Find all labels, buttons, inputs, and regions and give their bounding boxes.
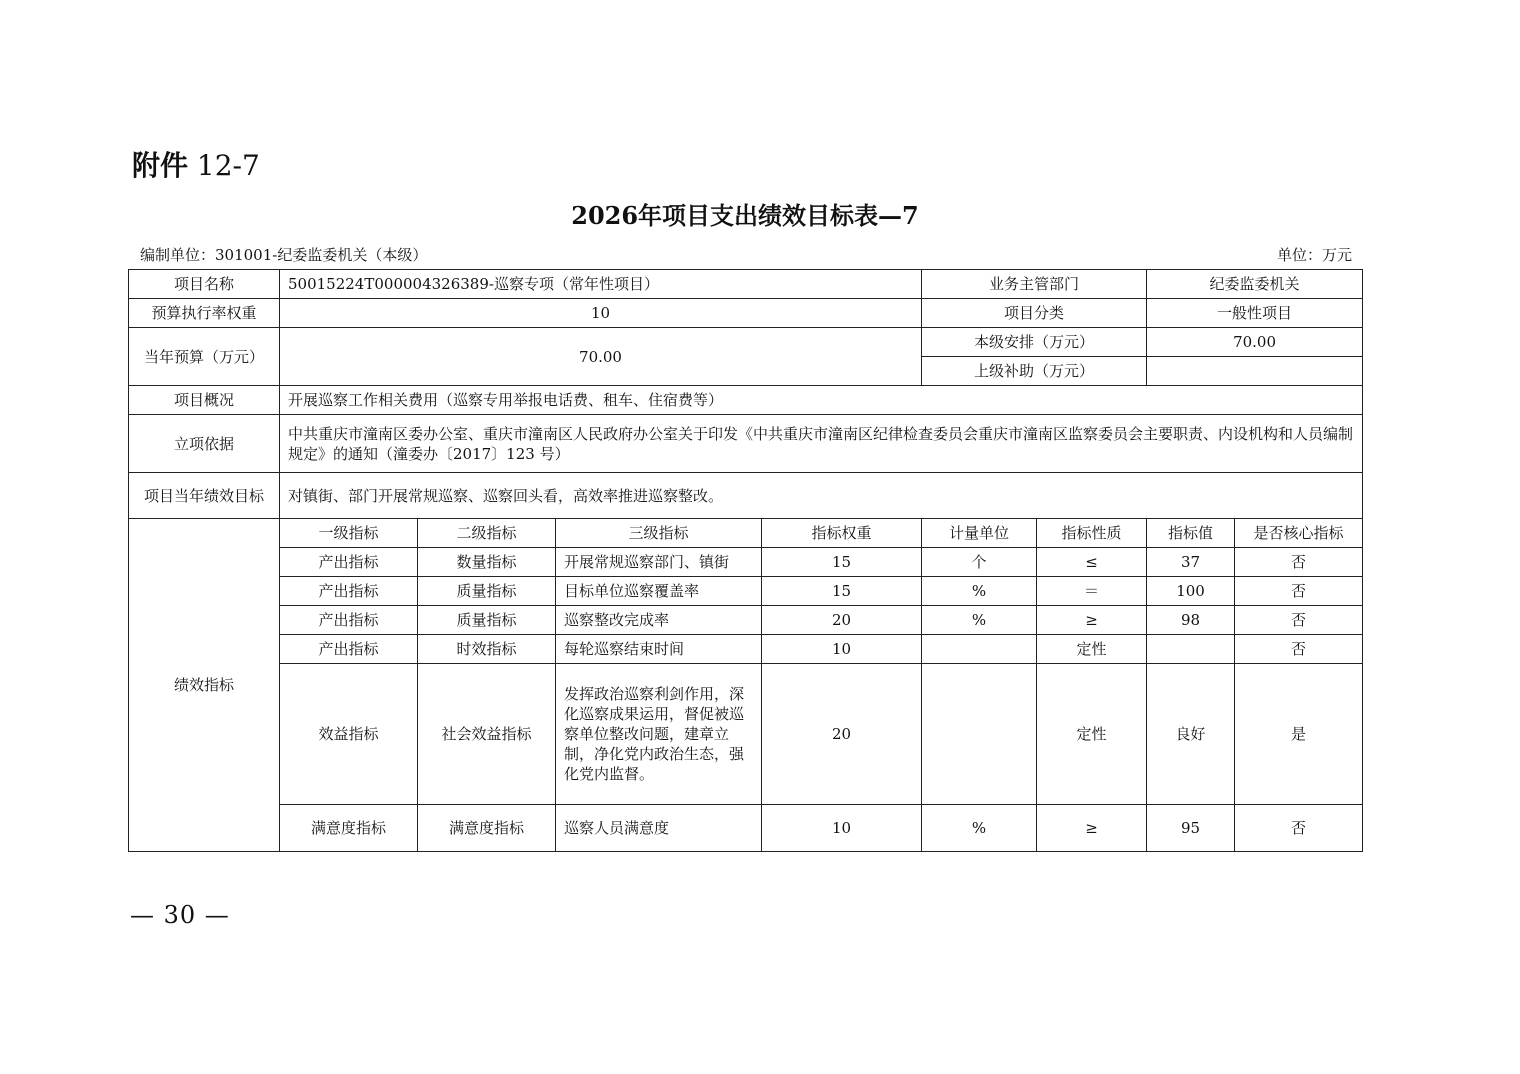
indicator-level2: 社会效益指标 [418,664,556,805]
indicator-nature: ≤ [1037,548,1147,577]
indicator-core: 否 [1235,577,1363,606]
indicator-core: 否 [1235,548,1363,577]
header-nature: 指标性质 [1037,519,1147,548]
indicator-unit: % [922,577,1037,606]
current-budget-value: 70.00 [280,328,922,386]
indicator-unit: % [922,805,1037,852]
budget-rate-weight-value: 10 [280,299,922,328]
header-core: 是否核心指标 [1235,519,1363,548]
basis-label: 立项依据 [129,415,280,473]
indicator-unit: 个 [922,548,1037,577]
indicator-header-row [129,519,1363,548]
dept-value: 纪委监委机关 [1147,270,1363,299]
indicator-weight: 15 [762,548,922,577]
indicator-level1: 产出指标 [280,635,418,664]
indicator-row [129,635,1363,664]
project-name-value: 50015224T000004326389-巡察专项（常年性项目） [280,270,922,299]
page-title: 2026年项目支出绩效目标表—7 [571,201,919,230]
indicator-level2: 满意度指标 [418,805,556,852]
local-arrangement-label: 本级安排（万元） [922,328,1147,357]
indicator-row [129,805,1363,852]
indicator-weight: 10 [762,805,922,852]
indicator-unit [922,635,1037,664]
basis-value: 中共重庆市潼南区委办公室、重庆市潼南区人民政府办公室关于印发《中共重庆市潼南区纪律检查委员会重庆市潼南区监察委员会主要职责、内设机构和人员编制规定》的通知（潼委办〔2017〕123 号） [280,415,1363,473]
table-row [129,473,1363,519]
table-row [129,386,1363,415]
indicator-unit [922,664,1037,805]
compiling-unit: 编制单位：301001-纪委监委机关（本级） [140,246,428,264]
superior-subsidy-label: 上级补助（万元） [922,357,1147,386]
indicator-level3: 每轮巡察结束时间 [556,635,762,664]
header-level1: 一级指标 [280,519,418,548]
indicator-weight: 15 [762,577,922,606]
page-number: — 30 — [130,901,230,929]
indicator-level1: 产出指标 [280,577,418,606]
indicator-level2: 时效指标 [418,635,556,664]
indicator-level3: 巡察人员满意度 [556,805,762,852]
table-row [129,299,1363,328]
indicator-nature: ≥ [1037,805,1147,852]
table-row [129,328,1363,357]
table-row [129,270,1363,299]
indicator-nature: ≥ [1037,606,1147,635]
indicator-row [129,548,1363,577]
indicator-row [129,606,1363,635]
indicator-core: 否 [1235,635,1363,664]
indicator-level1: 满意度指标 [280,805,418,852]
indicator-row [129,664,1363,805]
current-budget-label: 当年预算（万元） [129,328,280,386]
goal-label: 项目当年绩效目标 [129,473,280,519]
indicator-value: 37 [1147,548,1235,577]
header-weight: 指标权重 [762,519,922,548]
indicator-value: 良好 [1147,664,1235,805]
overview-value: 开展巡察工作相关费用（巡察专用举报电话费、租车、住宿费等） [280,386,1363,415]
indicator-nature: ＝ [1037,577,1147,606]
attachment-prefix: 附件 [132,149,189,182]
indicators-label: 绩效指标 [129,519,280,852]
indicator-value: 95 [1147,805,1235,852]
header-level3: 三级指标 [556,519,762,548]
indicator-level1: 产出指标 [280,606,418,635]
indicator-level1: 产出指标 [280,548,418,577]
indicator-level3: 巡察整改完成率 [556,606,762,635]
category-value: 一般性项目 [1147,299,1363,328]
indicator-nature: 定性 [1037,664,1147,805]
currency-unit: 单位：万元 [1276,246,1352,264]
indicator-level2: 数量指标 [418,548,556,577]
indicator-value [1147,635,1235,664]
budget-rate-weight-label: 预算执行率权重 [129,299,280,328]
indicator-weight: 20 [762,606,922,635]
indicator-core: 否 [1235,805,1363,852]
indicator-row [129,577,1363,606]
indicator-level2: 质量指标 [418,577,556,606]
table-row [129,415,1363,473]
indicator-level3: 开展常规巡察部门、镇街 [556,548,762,577]
indicator-level3: 发挥政治巡察利剑作用，深化巡察成果运用，督促被巡察单位整改问题，建章立制，净化党内政治生态，强化党内监督。 [556,664,762,805]
indicator-unit: % [922,606,1037,635]
performance-target-table [128,269,1363,852]
indicator-core: 是 [1235,664,1363,805]
attachment-number: 12-7 [196,149,260,182]
superior-subsidy-value [1147,357,1363,386]
header-unit: 计量单位 [922,519,1037,548]
indicator-level1: 效益指标 [280,664,418,805]
indicator-value: 100 [1147,577,1235,606]
attachment-label [132,144,260,184]
dept-label: 业务主管部门 [922,270,1147,299]
category-label: 项目分类 [922,299,1147,328]
indicator-level3: 目标单位巡察覆盖率 [556,577,762,606]
header-level2: 二级指标 [418,519,556,548]
project-name-label: 项目名称 [129,270,280,299]
indicator-value: 98 [1147,606,1235,635]
header-value: 指标值 [1147,519,1235,548]
local-arrangement-value: 70.00 [1147,328,1363,357]
goal-value: 对镇街、部门开展常规巡察、巡察回头看，高效率推进巡察整改。 [280,473,1363,519]
indicator-nature: 定性 [1037,635,1147,664]
overview-label: 项目概况 [129,386,280,415]
indicator-weight: 10 [762,635,922,664]
indicator-level2: 质量指标 [418,606,556,635]
indicator-core: 否 [1235,606,1363,635]
indicator-weight: 20 [762,664,922,805]
